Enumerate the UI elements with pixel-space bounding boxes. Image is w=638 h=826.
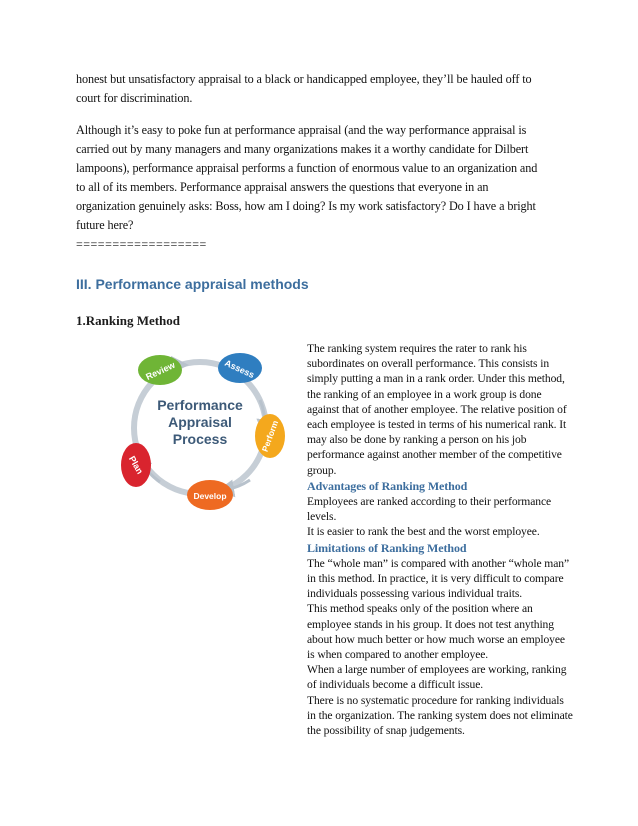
stage-review: [138, 355, 182, 385]
description-line: subordinates on overall performance. This consists in: [307, 357, 550, 371]
description-line: performance against another member of the competitive: [307, 448, 562, 462]
description-line: may also be done by ranking a person on his job: [307, 433, 527, 447]
stage-plan: [121, 443, 151, 487]
limitation-line: in this method. In practice, it is very difficult to compare: [307, 572, 564, 586]
limitation-line: the possibility of snap judgements.: [307, 724, 465, 738]
advantage-line: It is easier to rank the best and the worst employee.: [307, 525, 540, 539]
advantage-line: Employees are ranked according to their performance: [307, 495, 552, 509]
paragraph-line: to all of its members. Performance appraisal answers the questions that everyone in an: [76, 180, 489, 194]
limitations-heading: Limitations of Ranking Method: [307, 540, 467, 555]
paragraph-line: carried out by many managers and many organizations makes it a worthy candidate for Dilbert: [76, 142, 529, 156]
sub-heading: 1.Ranking Method: [76, 313, 181, 328]
limitation-line: This method speaks only of the position where an: [307, 602, 533, 616]
stage-label: Develop: [193, 491, 227, 501]
limitation-line: When a large number of employees are working, ranking: [307, 663, 567, 677]
description-line: simply putting a man in a rank order. Under this method,: [307, 372, 565, 386]
stage-label: Assess: [223, 357, 256, 381]
description-line: The ranking system requires the rater to rank his: [307, 342, 527, 355]
center-title-line: Performance: [157, 397, 243, 413]
paragraph-line: honest but unsatisfactory appraisal to a black or handicapped employee, they’ll be hauled off to: [76, 72, 532, 86]
limitation-line: in the organization. The ranking system does not eliminate: [307, 708, 573, 722]
stage-perform: [255, 414, 285, 458]
limitation-line: is when compared to another employee.: [307, 648, 489, 662]
description-line: each employee is tested in terms of his numerical rank. It: [307, 418, 567, 432]
stage-develop: [187, 480, 233, 510]
stage-label: Perform: [259, 418, 281, 454]
performance-appraisal-process-diagram: [110, 340, 290, 515]
stage-label: Review: [144, 359, 177, 382]
center-title-line: Process: [172, 431, 228, 447]
limitation-line: individuals possessing various individual traits.: [307, 587, 523, 601]
paragraph-line: future here?: [76, 218, 134, 232]
center-title-line: Appraisal: [168, 414, 232, 430]
second-paragraph: [76, 121, 576, 235]
limitation-line: The “whole man” is compared with another “whole man”: [307, 556, 570, 570]
stage-label: Plan: [126, 454, 146, 476]
description-line: against that of another employee. The relative position of: [307, 402, 567, 416]
limitation-line: employee stands in his group. It does not test anything: [307, 617, 554, 631]
intro-paragraph: [76, 70, 576, 108]
limitation-line: of individuals become a difficult issue.: [307, 678, 484, 692]
paragraph-line: organization genuinely asks: Boss, how am I doing? Is my work satisfactory? Do I have a bright: [76, 199, 536, 213]
limitation-line: about how much better or how much worse an employee: [307, 632, 565, 646]
advantage-line: levels.: [307, 510, 337, 524]
section-divider: ==================: [76, 237, 207, 251]
limitation-line: There is no systematic procedure for ranking individuals: [307, 693, 564, 707]
paragraph-line: Although it’s easy to poke fun at performance appraisal (and the way performance appraisal is: [76, 123, 527, 137]
description-line: the ranking of an employee in a work group is done: [307, 387, 542, 401]
advantages-heading: Advantages of Ranking Method: [307, 478, 468, 493]
ranking-method-text: [307, 341, 607, 738]
description-line: group.: [307, 463, 337, 477]
stage-assess: [218, 353, 262, 383]
paragraph-line: court for discrimination.: [76, 91, 193, 105]
paragraph-line: lampoons), performance appraisal performs a function of enormous value to an organization and: [76, 161, 538, 175]
section-heading: III. Performance appraisal methods: [76, 276, 309, 292]
